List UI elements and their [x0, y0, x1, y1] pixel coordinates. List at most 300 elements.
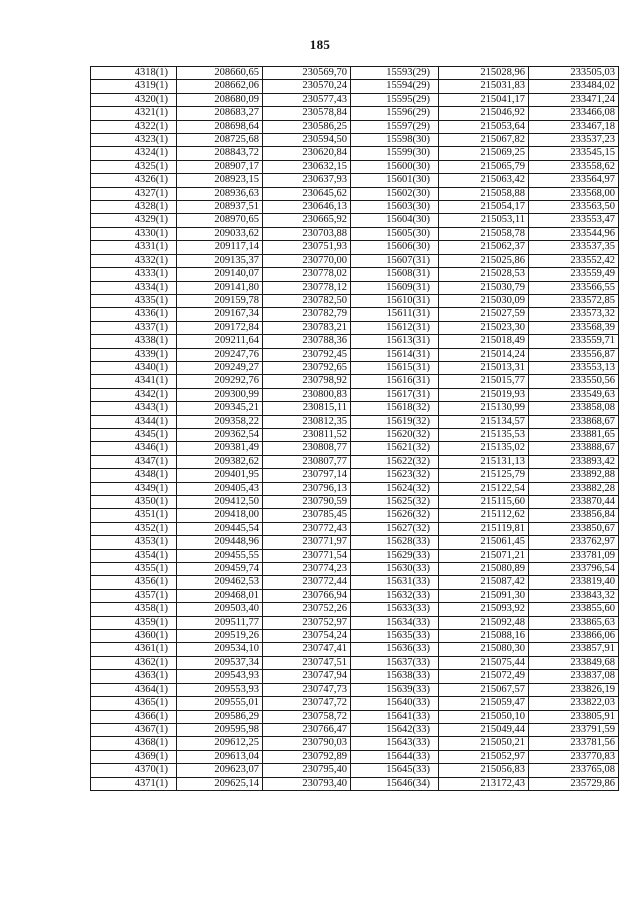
- point-id-2-cell: 15632(33): [351, 589, 439, 602]
- y-coordinate-cell: 230795,40: [263, 764, 351, 777]
- x-coordinate-2-cell: 215058,78: [439, 227, 529, 240]
- y-coordinate-cell: 230793,40: [263, 777, 351, 790]
- x-coordinate-cell: 209534,10: [177, 643, 263, 656]
- x-coordinate-2-cell: 215030,09: [439, 294, 529, 307]
- point-id-cell: 4321(1): [91, 107, 177, 120]
- point-id-cell: 4361(1): [91, 643, 177, 656]
- table-row: [91, 683, 619, 696]
- y-coordinate-2-cell: 233765,08: [529, 764, 619, 777]
- y-coordinate-cell: 230792,45: [263, 348, 351, 361]
- x-coordinate-2-cell: 215050,21: [439, 737, 529, 750]
- y-coordinate-cell: 230703,88: [263, 227, 351, 240]
- x-coordinate-cell: 209358,22: [177, 415, 263, 428]
- point-id-2-cell: 15616(31): [351, 375, 439, 388]
- y-coordinate-2-cell: 233770,83: [529, 750, 619, 763]
- x-coordinate-cell: 209462,53: [177, 576, 263, 589]
- y-coordinate-cell: 230815,11: [263, 402, 351, 415]
- y-coordinate-2-cell: 233467,18: [529, 120, 619, 133]
- x-coordinate-2-cell: 215061,45: [439, 536, 529, 549]
- x-coordinate-cell: 208683,27: [177, 107, 263, 120]
- x-coordinate-2-cell: 215015,77: [439, 375, 529, 388]
- table-row: [91, 576, 619, 589]
- point-id-2-cell: 15609(31): [351, 281, 439, 294]
- y-coordinate-cell: 230665,92: [263, 214, 351, 227]
- x-coordinate-2-cell: 215031,83: [439, 80, 529, 93]
- table-row: [91, 80, 619, 93]
- table-row: [91, 710, 619, 723]
- y-coordinate-2-cell: 233564,97: [529, 174, 619, 187]
- x-coordinate-2-cell: 215018,49: [439, 335, 529, 348]
- table-row: [91, 549, 619, 562]
- table-row: [91, 670, 619, 683]
- y-coordinate-2-cell: 233857,91: [529, 643, 619, 656]
- point-id-2-cell: 15630(33): [351, 563, 439, 576]
- y-coordinate-2-cell: 233553,13: [529, 361, 619, 374]
- x-coordinate-2-cell: 215122,54: [439, 482, 529, 495]
- point-id-2-cell: 15640(33): [351, 697, 439, 710]
- y-coordinate-cell: 230570,24: [263, 80, 351, 93]
- point-id-cell: 4318(1): [91, 67, 177, 80]
- y-coordinate-2-cell: 233552,42: [529, 254, 619, 267]
- point-id-cell: 4352(1): [91, 522, 177, 535]
- x-coordinate-2-cell: 215093,92: [439, 603, 529, 616]
- table-row: [91, 107, 619, 120]
- x-coordinate-cell: 209595,98: [177, 723, 263, 736]
- y-coordinate-2-cell: 233559,71: [529, 335, 619, 348]
- y-coordinate-cell: 230747,51: [263, 656, 351, 669]
- point-id-cell: 4346(1): [91, 442, 177, 455]
- point-id-2-cell: 15597(29): [351, 120, 439, 133]
- table-row: [91, 589, 619, 602]
- y-coordinate-2-cell: 233537,35: [529, 241, 619, 254]
- y-coordinate-cell: 230800,83: [263, 388, 351, 401]
- x-coordinate-2-cell: 215130,99: [439, 402, 529, 415]
- x-coordinate-cell: 209625,14: [177, 777, 263, 790]
- y-coordinate-2-cell: 233849,68: [529, 656, 619, 669]
- y-coordinate-cell: 230632,15: [263, 160, 351, 173]
- y-coordinate-2-cell: 233855,60: [529, 603, 619, 616]
- x-coordinate-2-cell: 215030,79: [439, 281, 529, 294]
- x-coordinate-2-cell: 215075,44: [439, 656, 529, 669]
- y-coordinate-2-cell: 233544,96: [529, 227, 619, 240]
- table-row: [91, 67, 619, 80]
- y-coordinate-2-cell: 233843,32: [529, 589, 619, 602]
- table-row: [91, 496, 619, 509]
- y-coordinate-cell: 230620,84: [263, 147, 351, 160]
- x-coordinate-2-cell: 215135,02: [439, 442, 529, 455]
- point-id-2-cell: 15641(33): [351, 710, 439, 723]
- x-coordinate-2-cell: 215014,24: [439, 348, 529, 361]
- table-row: [91, 120, 619, 133]
- x-coordinate-cell: 209612,25: [177, 737, 263, 750]
- y-coordinate-cell: 230796,13: [263, 482, 351, 495]
- y-coordinate-2-cell: 233556,87: [529, 348, 619, 361]
- point-id-2-cell: 15629(33): [351, 549, 439, 562]
- point-id-2-cell: 15614(31): [351, 348, 439, 361]
- point-id-cell: 4360(1): [91, 630, 177, 643]
- x-coordinate-cell: 209362,54: [177, 428, 263, 441]
- x-coordinate-2-cell: 215092,48: [439, 616, 529, 629]
- point-id-2-cell: 15628(33): [351, 536, 439, 549]
- x-coordinate-cell: 209141,80: [177, 281, 263, 294]
- y-coordinate-2-cell: 233566,55: [529, 281, 619, 294]
- point-id-2-cell: 15639(33): [351, 683, 439, 696]
- x-coordinate-2-cell: 215054,17: [439, 201, 529, 214]
- y-coordinate-2-cell: 233881,65: [529, 428, 619, 441]
- y-coordinate-cell: 230645,62: [263, 187, 351, 200]
- x-coordinate-2-cell: 215087,42: [439, 576, 529, 589]
- y-coordinate-cell: 230783,21: [263, 321, 351, 334]
- table-row: [91, 442, 619, 455]
- table-row: [91, 348, 619, 361]
- y-coordinate-cell: 230772,44: [263, 576, 351, 589]
- x-coordinate-2-cell: 215115,60: [439, 496, 529, 509]
- x-coordinate-2-cell: 215119,81: [439, 522, 529, 535]
- x-coordinate-cell: 209623,07: [177, 764, 263, 777]
- point-id-2-cell: 15594(29): [351, 80, 439, 93]
- point-id-2-cell: 15623(32): [351, 469, 439, 482]
- point-id-cell: 4358(1): [91, 603, 177, 616]
- coordinates-table-body: [91, 67, 619, 791]
- x-coordinate-cell: 208936,63: [177, 187, 263, 200]
- x-coordinate-cell: 208660,65: [177, 67, 263, 80]
- point-id-2-cell: 15607(31): [351, 254, 439, 267]
- y-coordinate-cell: 230792,89: [263, 750, 351, 763]
- y-coordinate-2-cell: 233870,44: [529, 496, 619, 509]
- table-row: [91, 174, 619, 187]
- point-id-2-cell: 15627(32): [351, 522, 439, 535]
- point-id-2-cell: 15598(30): [351, 134, 439, 147]
- table-row: [91, 455, 619, 468]
- table-row: [91, 697, 619, 710]
- y-coordinate-cell: 230758,72: [263, 710, 351, 723]
- point-id-cell: 4355(1): [91, 563, 177, 576]
- y-coordinate-cell: 230782,79: [263, 308, 351, 321]
- x-coordinate-cell: 209613,04: [177, 750, 263, 763]
- point-id-2-cell: 15635(33): [351, 630, 439, 643]
- table-row: [91, 160, 619, 173]
- x-coordinate-cell: 209405,43: [177, 482, 263, 495]
- point-id-cell: 4344(1): [91, 415, 177, 428]
- point-id-cell: 4362(1): [91, 656, 177, 669]
- x-coordinate-cell: 209401,95: [177, 469, 263, 482]
- point-id-cell: 4342(1): [91, 388, 177, 401]
- table-row: [91, 630, 619, 643]
- x-coordinate-2-cell: 215049,44: [439, 723, 529, 736]
- point-id-2-cell: 15643(33): [351, 737, 439, 750]
- y-coordinate-2-cell: 233471,24: [529, 93, 619, 106]
- x-coordinate-cell: 209249,27: [177, 361, 263, 374]
- y-coordinate-2-cell: 233796,54: [529, 563, 619, 576]
- x-coordinate-cell: 208923,15: [177, 174, 263, 187]
- y-coordinate-cell: 230766,47: [263, 723, 351, 736]
- x-coordinate-2-cell: 215056,83: [439, 764, 529, 777]
- x-coordinate-2-cell: 215059,47: [439, 697, 529, 710]
- point-id-cell: 4333(1): [91, 268, 177, 281]
- x-coordinate-cell: 209292,76: [177, 375, 263, 388]
- x-coordinate-cell: 209033,62: [177, 227, 263, 240]
- x-coordinate-2-cell: 215023,30: [439, 321, 529, 334]
- table-row: [91, 656, 619, 669]
- table-row: [91, 134, 619, 147]
- y-coordinate-cell: 230807,77: [263, 455, 351, 468]
- y-coordinate-cell: 230778,02: [263, 268, 351, 281]
- y-coordinate-cell: 230747,41: [263, 643, 351, 656]
- y-coordinate-2-cell: 233558,62: [529, 160, 619, 173]
- y-coordinate-cell: 230752,26: [263, 603, 351, 616]
- page-number: 185: [309, 37, 331, 52]
- y-coordinate-2-cell: 233888,67: [529, 442, 619, 455]
- point-id-cell: 4326(1): [91, 174, 177, 187]
- y-coordinate-cell: 230782,50: [263, 294, 351, 307]
- point-id-2-cell: 15620(32): [351, 428, 439, 441]
- point-id-2-cell: 15612(31): [351, 321, 439, 334]
- point-id-2-cell: 15638(33): [351, 670, 439, 683]
- y-coordinate-2-cell: 233837,08: [529, 670, 619, 683]
- table-row: [91, 482, 619, 495]
- x-coordinate-2-cell: 215013,31: [439, 361, 529, 374]
- x-coordinate-2-cell: 215091,30: [439, 589, 529, 602]
- y-coordinate-2-cell: 233568,39: [529, 321, 619, 334]
- x-coordinate-cell: 209382,62: [177, 455, 263, 468]
- y-coordinate-2-cell: 233865,63: [529, 616, 619, 629]
- x-coordinate-2-cell: 215125,79: [439, 469, 529, 482]
- x-coordinate-2-cell: 215019,93: [439, 388, 529, 401]
- point-id-cell: 4368(1): [91, 737, 177, 750]
- table-row: [91, 388, 619, 401]
- x-coordinate-cell: 208970,65: [177, 214, 263, 227]
- table-row: [91, 402, 619, 415]
- y-coordinate-2-cell: 233791,59: [529, 723, 619, 736]
- table-row: [91, 254, 619, 267]
- point-id-2-cell: 15595(29): [351, 93, 439, 106]
- point-id-2-cell: 15605(30): [351, 227, 439, 240]
- y-coordinate-cell: 230578,84: [263, 107, 351, 120]
- x-coordinate-cell: 208662,06: [177, 80, 263, 93]
- x-coordinate-2-cell: 215062,37: [439, 241, 529, 254]
- y-coordinate-2-cell: 233826,19: [529, 683, 619, 696]
- x-coordinate-2-cell: 215052,97: [439, 750, 529, 763]
- table-row: [91, 415, 619, 428]
- y-coordinate-cell: 230747,94: [263, 670, 351, 683]
- x-coordinate-2-cell: 215041,17: [439, 93, 529, 106]
- y-coordinate-cell: 230808,77: [263, 442, 351, 455]
- point-id-2-cell: 15619(32): [351, 415, 439, 428]
- point-id-2-cell: 15622(32): [351, 455, 439, 468]
- y-coordinate-2-cell: 233868,67: [529, 415, 619, 428]
- x-coordinate-cell: 209211,64: [177, 335, 263, 348]
- y-coordinate-cell: 230747,73: [263, 683, 351, 696]
- point-id-2-cell: 15613(31): [351, 335, 439, 348]
- point-id-cell: 4323(1): [91, 134, 177, 147]
- x-coordinate-2-cell: 215067,82: [439, 134, 529, 147]
- point-id-cell: 4331(1): [91, 241, 177, 254]
- y-coordinate-2-cell: 233882,28: [529, 482, 619, 495]
- x-coordinate-cell: 209468,01: [177, 589, 263, 602]
- table-row: [91, 268, 619, 281]
- y-coordinate-cell: 230774,23: [263, 563, 351, 576]
- point-id-2-cell: 15637(33): [351, 656, 439, 669]
- x-coordinate-cell: 209543,93: [177, 670, 263, 683]
- x-coordinate-2-cell: 215071,21: [439, 549, 529, 562]
- table-row: [91, 214, 619, 227]
- x-coordinate-cell: 209455,55: [177, 549, 263, 562]
- y-coordinate-cell: 230797,14: [263, 469, 351, 482]
- point-id-2-cell: 15599(30): [351, 147, 439, 160]
- y-coordinate-cell: 230811,52: [263, 428, 351, 441]
- y-coordinate-2-cell: 233572,85: [529, 294, 619, 307]
- x-coordinate-cell: 208680,09: [177, 93, 263, 106]
- x-coordinate-cell: 209300,99: [177, 388, 263, 401]
- point-id-cell: 4340(1): [91, 361, 177, 374]
- x-coordinate-cell: 208725,68: [177, 134, 263, 147]
- x-coordinate-2-cell: 215131,13: [439, 455, 529, 468]
- x-coordinate-cell: 209586,29: [177, 710, 263, 723]
- table-row: [91, 227, 619, 240]
- y-coordinate-cell: 230792,65: [263, 361, 351, 374]
- x-coordinate-2-cell: 215088,16: [439, 630, 529, 643]
- table-row: [91, 764, 619, 777]
- y-coordinate-2-cell: 233892,88: [529, 469, 619, 482]
- x-coordinate-2-cell: 215080,89: [439, 563, 529, 576]
- x-coordinate-cell: 208907,17: [177, 160, 263, 173]
- table-row: [91, 294, 619, 307]
- y-coordinate-cell: 230770,00: [263, 254, 351, 267]
- point-id-cell: 4319(1): [91, 80, 177, 93]
- table-row: [91, 428, 619, 441]
- y-coordinate-2-cell: 233850,67: [529, 522, 619, 535]
- point-id-2-cell: 15593(29): [351, 67, 439, 80]
- point-id-cell: 4348(1): [91, 469, 177, 482]
- point-id-cell: 4366(1): [91, 710, 177, 723]
- x-coordinate-2-cell: 215053,64: [439, 120, 529, 133]
- point-id-2-cell: 15634(33): [351, 616, 439, 629]
- point-id-2-cell: 15646(34): [351, 777, 439, 790]
- y-coordinate-cell: 230766,94: [263, 589, 351, 602]
- point-id-cell: 4370(1): [91, 764, 177, 777]
- point-id-2-cell: 15601(30): [351, 174, 439, 187]
- table-row: [91, 187, 619, 200]
- x-coordinate-2-cell: 215028,96: [439, 67, 529, 80]
- point-id-cell: 4343(1): [91, 402, 177, 415]
- y-coordinate-2-cell: 233805,91: [529, 710, 619, 723]
- x-coordinate-cell: 209159,78: [177, 294, 263, 307]
- point-id-2-cell: 15615(31): [351, 361, 439, 374]
- x-coordinate-cell: 209117,14: [177, 241, 263, 254]
- y-coordinate-2-cell: 233856,84: [529, 509, 619, 522]
- x-coordinate-2-cell: 213172,43: [439, 777, 529, 790]
- y-coordinate-cell: 230646,13: [263, 201, 351, 214]
- y-coordinate-cell: 230752,97: [263, 616, 351, 629]
- point-id-2-cell: 15617(31): [351, 388, 439, 401]
- point-id-cell: 4330(1): [91, 227, 177, 240]
- x-coordinate-cell: 208698,64: [177, 120, 263, 133]
- y-coordinate-2-cell: 233893,42: [529, 455, 619, 468]
- table-row: [91, 616, 619, 629]
- point-id-cell: 4350(1): [91, 496, 177, 509]
- point-id-cell: 4364(1): [91, 683, 177, 696]
- y-coordinate-2-cell: 233545,15: [529, 147, 619, 160]
- point-id-cell: 4335(1): [91, 294, 177, 307]
- point-id-cell: 4345(1): [91, 428, 177, 441]
- point-id-2-cell: 15621(32): [351, 442, 439, 455]
- point-id-cell: 4363(1): [91, 670, 177, 683]
- y-coordinate-2-cell: 233858,08: [529, 402, 619, 415]
- table-row: [91, 93, 619, 106]
- point-id-cell: 4322(1): [91, 120, 177, 133]
- y-coordinate-cell: 230785,45: [263, 509, 351, 522]
- x-coordinate-cell: 209167,34: [177, 308, 263, 321]
- table-row: [91, 536, 619, 549]
- y-coordinate-2-cell: 233505,03: [529, 67, 619, 80]
- table-row: [91, 308, 619, 321]
- point-id-cell: 4328(1): [91, 201, 177, 214]
- point-id-cell: 4357(1): [91, 589, 177, 602]
- point-id-cell: 4324(1): [91, 147, 177, 160]
- x-coordinate-2-cell: 215058,88: [439, 187, 529, 200]
- table-row: [91, 563, 619, 576]
- y-coordinate-2-cell: 233762,97: [529, 536, 619, 549]
- y-coordinate-cell: 230788,36: [263, 335, 351, 348]
- x-coordinate-2-cell: 215027,59: [439, 308, 529, 321]
- table-row: [91, 603, 619, 616]
- point-id-cell: 4353(1): [91, 536, 177, 549]
- point-id-cell: 4349(1): [91, 482, 177, 495]
- x-coordinate-cell: 208843,72: [177, 147, 263, 160]
- table-row: [91, 241, 619, 254]
- x-coordinate-cell: 209555,01: [177, 697, 263, 710]
- x-coordinate-2-cell: 215067,57: [439, 683, 529, 696]
- point-id-cell: 4337(1): [91, 321, 177, 334]
- point-id-2-cell: 15603(30): [351, 201, 439, 214]
- y-coordinate-2-cell: 233549,63: [529, 388, 619, 401]
- x-coordinate-cell: 209412,50: [177, 496, 263, 509]
- coordinates-table: [90, 66, 619, 791]
- y-coordinate-cell: 230751,93: [263, 241, 351, 254]
- point-id-2-cell: 15631(33): [351, 576, 439, 589]
- table-row: [91, 375, 619, 388]
- point-id-cell: 4341(1): [91, 375, 177, 388]
- point-id-2-cell: 15626(32): [351, 509, 439, 522]
- point-id-cell: 4365(1): [91, 697, 177, 710]
- x-coordinate-cell: 209381,49: [177, 442, 263, 455]
- y-coordinate-2-cell: 233550,56: [529, 375, 619, 388]
- y-coordinate-cell: 230754,24: [263, 630, 351, 643]
- y-coordinate-2-cell: 233781,56: [529, 737, 619, 750]
- point-id-cell: 4325(1): [91, 160, 177, 173]
- table-row: [91, 469, 619, 482]
- table-row: [91, 643, 619, 656]
- y-coordinate-2-cell: 233822,03: [529, 697, 619, 710]
- table-row: [91, 522, 619, 535]
- point-id-2-cell: 15596(29): [351, 107, 439, 120]
- y-coordinate-cell: 230771,97: [263, 536, 351, 549]
- y-coordinate-cell: 230577,43: [263, 93, 351, 106]
- x-coordinate-2-cell: 215065,79: [439, 160, 529, 173]
- table-row: [91, 147, 619, 160]
- point-id-2-cell: 15636(33): [351, 643, 439, 656]
- x-coordinate-2-cell: 215080,30: [439, 643, 529, 656]
- y-coordinate-cell: 230812,35: [263, 415, 351, 428]
- y-coordinate-cell: 230569,70: [263, 67, 351, 80]
- table-row: [91, 723, 619, 736]
- y-coordinate-cell: 230771,54: [263, 549, 351, 562]
- y-coordinate-cell: 230772,43: [263, 522, 351, 535]
- point-id-cell: 4338(1): [91, 335, 177, 348]
- y-coordinate-cell: 230790,03: [263, 737, 351, 750]
- x-coordinate-cell: 209537,34: [177, 656, 263, 669]
- x-coordinate-2-cell: 215046,92: [439, 107, 529, 120]
